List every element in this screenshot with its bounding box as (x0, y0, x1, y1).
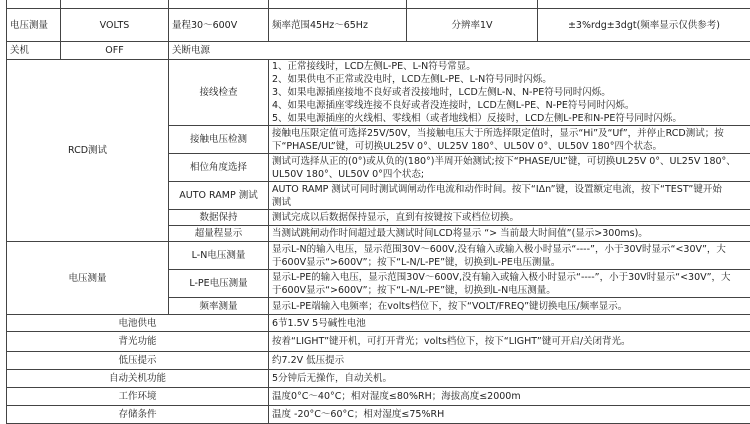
over-range-desc: 当测试跳闸动作时间超过最大测试时间LCD将显示 “> 当前最大时间值”(显示>300ms)。 (269, 226, 750, 242)
battery-desc: 6节1.5V 5号碱性电池 (269, 315, 750, 332)
freq-measure-label: 频率测量 (169, 298, 269, 315)
rcd-wiring-row (7, 60, 750, 126)
wiring-check-label: 接线检查 (169, 60, 269, 126)
lpe-voltage-label: L-PE电压测量 (169, 270, 269, 298)
volt-accuracy: ±3%rdg±3dgt(频率显示仅供参考) (538, 9, 750, 42)
contact-voltage-desc (269, 126, 750, 154)
power-off-label: 关机 (7, 42, 61, 60)
volt-range: 量程30～600V (169, 9, 269, 42)
wiring-line: 5、如果电源插座的火线相、零线相（或者地线相）反接时，LCD左侧L-PE和N-PE符号同时闪烁。 (272, 112, 747, 125)
contact-line: 下“PHASE/UL”键，可切换UL25V 0°、UL25V 180°、UL50V 0°、UL50V 180°四个状态。 (272, 140, 747, 153)
wiring-line: 4、如果电源插座零线连接不良好或者没连接时，LCD左侧L-PE、N-PE符号同时闪烁。 (272, 99, 747, 112)
auto-ramp-line: 测试 (272, 196, 747, 209)
rcd-group-label: RCD测试 (7, 60, 169, 242)
phase-line: UL50V 180°、UL50V 0°四个状态; (272, 168, 747, 181)
work-env-label: 工作环境 (7, 388, 269, 406)
wiring-line: 2、如果供电不正常或没电时，LCD左侧L-PE、L-N符号同时闪烁。 (272, 73, 747, 86)
spec-table (6, 0, 750, 424)
voltage-group-label: 电压测量 (7, 242, 169, 315)
volt-resolution: 分辨率1V (407, 9, 538, 42)
contact-voltage-label: 接触电压检测 (169, 126, 269, 154)
phase-angle-label: 相位角度选择 (169, 154, 269, 182)
storage-env-label: 存储条件 (7, 406, 269, 424)
wiring-line: 1、正常接线时，LCD左侧L-PE、L-N符号常显。 (272, 60, 747, 73)
auto-off-desc: 5分钟后无操作，自动关机。 (269, 370, 750, 388)
storage-env-desc: 温度 -20°C～60°C；相对湿度≤75%RH (269, 406, 750, 424)
auto-off-row (7, 370, 750, 388)
backlight-desc: 按着“LIGHT”键开机，可打开背光；volts档位下，按下“LIGHT”键可开启/关闭背光。 (269, 332, 750, 352)
backlight-row (7, 332, 750, 352)
freq-measure-desc: 显示L-PE端输入电频率；在volts档位下，按下“VOLT/FREQ”键切换电压/频率显示。 (269, 298, 750, 315)
data-hold-label: 数据保持 (169, 210, 269, 226)
data-hold-desc: 测试完成以后数据保持显示，直到有按键按下或档位切换。 (269, 210, 750, 226)
backlight-label: 背光功能 (7, 332, 269, 352)
power-off-value: OFF (61, 42, 169, 60)
lpe-voltage-desc (269, 270, 750, 298)
phase-angle-desc (269, 154, 750, 182)
over-range-label: 超量程显示 (169, 226, 269, 242)
volt-measure-row (7, 9, 750, 42)
wiring-check-desc (269, 60, 750, 126)
low-voltage-row (7, 352, 750, 370)
low-voltage-label: 低压提示 (7, 352, 269, 370)
battery-row (7, 315, 750, 332)
power-off-row (7, 42, 750, 60)
ln-voltage-row (7, 242, 750, 270)
work-env-desc: 温度0°C～40°C；相对湿度≤80%RH；海拔高度≤2000m (269, 388, 750, 406)
ln-voltage-label: L-N电压测量 (169, 242, 269, 270)
battery-label: 电池供电 (7, 315, 269, 332)
volt-freq-range: 频率范围45Hz～65Hz (269, 9, 407, 42)
volt-unit: VOLTS (61, 9, 169, 42)
low-voltage-desc: 约7.2V 低压提示 (269, 352, 750, 370)
volt-measure-label: 电压测量 (7, 9, 61, 42)
auto-ramp-desc (269, 182, 750, 210)
contact-line: 接触电压限定值可选择25V/50V，当接触电压大于所选择限定值时，显示“Hi”及“Uf”，并停止RCD测试；按 (272, 127, 747, 140)
blank-top-row (7, 0, 750, 9)
lpe-voltage-line: 于600V显示“>600V”；按下“L-N/L-PE”键，切换到L-N电压测量。 (272, 284, 747, 297)
wiring-line: 3、如果电源插座接地不良好或者没接地时，LCD左侧L-N、N-PE符号同时闪烁。 (272, 86, 747, 99)
auto-ramp-line: AUTO RAMP 测试可同时测试调闸动作电流和动作时间。按下“IΔn”键，设置额定电流，按下“TEST”键开始 (272, 183, 747, 196)
phase-line: 测试可选择从正的(0°)或从负的(180°)半周开始测试;按下“PHASE/UL”键，可切换UL25V 0°、UL25V 180°、 (272, 155, 747, 168)
ln-voltage-line: 显示L-N的输入电压，显示范围30V～600V,没有输入或输入极小时显示“----”，小于30V时显示“<30V”，大 (272, 243, 747, 256)
ln-voltage-desc (269, 242, 750, 270)
work-env-row (7, 388, 750, 406)
power-off-desc: 关断电源 (169, 42, 750, 60)
ln-voltage-line: 于600V显示“>600V”；按下“L-N/L-PE”键，切换到L-PE电压测量。 (272, 256, 747, 269)
storage-env-row (7, 406, 750, 424)
auto-ramp-label: AUTO RAMP 测试 (169, 182, 269, 210)
lpe-voltage-line: 显示L-PE的输入电压，显示范围30V～600V,没有输入或输入极小时显示“----”，小于30V时显示“<30V”，大 (272, 271, 747, 284)
auto-off-label: 自动关机功能 (7, 370, 269, 388)
